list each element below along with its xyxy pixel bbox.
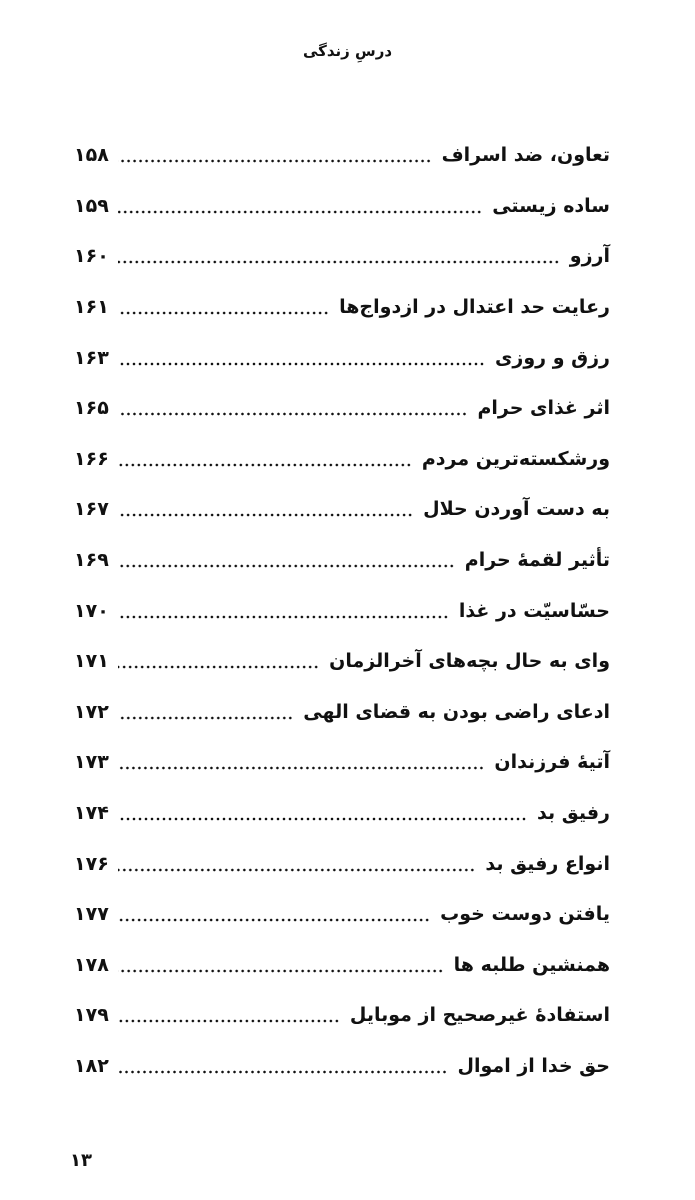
toc-dot-leader <box>118 311 329 315</box>
toc-entry-page: ۱۷۳ <box>74 751 109 774</box>
toc-entry <box>74 535 610 586</box>
toc-entry <box>74 940 610 991</box>
toc-entry <box>74 636 610 687</box>
page-number: ۱۳ <box>70 1150 92 1171</box>
toc-dot-leader <box>118 159 432 163</box>
toc-dot-leader <box>118 1070 448 1074</box>
toc-entry-title: آرزو <box>569 245 610 268</box>
toc-entry <box>74 383 610 434</box>
toc-entry-title: وای به حال بچه‌های آخرالزمان <box>329 650 610 673</box>
toc-entry-page: ۱۷۹ <box>74 1004 109 1027</box>
toc-entry <box>74 434 610 485</box>
toc-entry <box>74 332 610 383</box>
toc-dot-leader <box>118 412 467 416</box>
toc-entry-page: ۱۶۱ <box>74 296 109 319</box>
toc-entry <box>74 737 610 788</box>
toc-entry-title: رفیق بد <box>537 802 610 825</box>
toc-dot-leader <box>118 564 455 568</box>
toc-entry-page: ۱۶۳ <box>74 346 109 369</box>
toc-dot-leader <box>118 918 430 922</box>
toc-entry <box>74 231 610 282</box>
toc-dot-leader <box>118 817 527 821</box>
toc-entry-page: ۱۷۴ <box>74 802 109 825</box>
toc-entry-title: آتیهٔ فرزندان <box>494 751 610 774</box>
toc-entry-page: ۱۷۶ <box>74 852 109 875</box>
toc-entry-title: حسّاسیّت در غذا <box>458 599 610 622</box>
toc-dot-leader <box>118 615 449 619</box>
toc-entry-page: ۱۵۹ <box>74 194 109 217</box>
toc-entry-page: ۱۷۷ <box>74 903 109 926</box>
toc-entry <box>74 282 610 333</box>
toc-entry-page: ۱۶۷ <box>74 498 109 521</box>
toc-entry-page: ۱۶۶ <box>74 447 109 470</box>
toc-entry-title: اثر غذای حرام <box>477 397 610 420</box>
toc-dot-leader <box>118 210 482 214</box>
toc-entry-title: انواع رفیق بد <box>485 852 610 875</box>
toc-entry-title: تعاون، ضد اسراف <box>441 144 610 167</box>
toc-dot-leader <box>118 969 444 973</box>
toc-entry <box>74 130 610 181</box>
toc-entry-title: حق خدا از اموال <box>457 1054 610 1077</box>
toc-entry <box>74 181 610 232</box>
table-of-contents <box>74 130 610 1091</box>
toc-dot-leader <box>118 362 485 366</box>
toc-entry-page: ۱۷۱ <box>74 650 109 673</box>
toc-entry-page: ۱۶۵ <box>74 397 109 420</box>
toc-dot-leader <box>118 463 412 467</box>
toc-dot-leader <box>118 766 484 770</box>
toc-dot-leader <box>118 665 319 669</box>
toc-entry-title: رعایت حد اعتدال در ازدواج‌ها <box>339 296 610 319</box>
toc-entry-title: استفادهٔ غیرصحیح از موبایل <box>349 1004 610 1027</box>
toc-entry-title: تأثیر لقمهٔ حرام <box>464 549 610 572</box>
toc-dot-leader <box>118 716 293 720</box>
toc-entry-page: ۱۷۸ <box>74 953 109 976</box>
toc-entry-title: به دست آوردن حلال <box>423 498 610 521</box>
toc-dot-leader <box>118 513 413 517</box>
toc-entry-title: همنشین طلبه ها <box>453 953 610 976</box>
toc-entry-title: ادعای راضی بودن به قضای الهی <box>303 700 610 723</box>
toc-entry-title: ورشکسته‌ترین مردم <box>421 447 610 470</box>
toc-entry <box>74 687 610 738</box>
toc-entry <box>74 889 610 940</box>
toc-entry <box>74 585 610 636</box>
toc-entry <box>74 788 610 839</box>
toc-entry <box>74 484 610 535</box>
toc-entry <box>74 990 610 1041</box>
toc-entry-page: ۱۷۲ <box>74 700 109 723</box>
toc-entry <box>74 1041 610 1092</box>
toc-entry-page: ۱۸۲ <box>74 1054 109 1077</box>
toc-entry-page: ۱۶۹ <box>74 549 109 572</box>
toc-entry-title: رزق و روزی <box>494 346 610 369</box>
toc-entry-title: ساده زیستی <box>492 194 610 217</box>
toc-dot-leader <box>118 868 475 872</box>
toc-entry-page: ۱۷۰ <box>74 599 109 622</box>
toc-entry-page: ۱۶۰ <box>74 245 109 268</box>
toc-entry-title: یافتن دوست خوب <box>440 903 610 926</box>
toc-dot-leader <box>118 260 560 264</box>
toc-entry-page: ۱۵۸ <box>74 144 109 167</box>
toc-dot-leader <box>118 1019 340 1023</box>
running-header: درسِ زندگی <box>302 42 393 60</box>
toc-entry <box>74 838 610 889</box>
